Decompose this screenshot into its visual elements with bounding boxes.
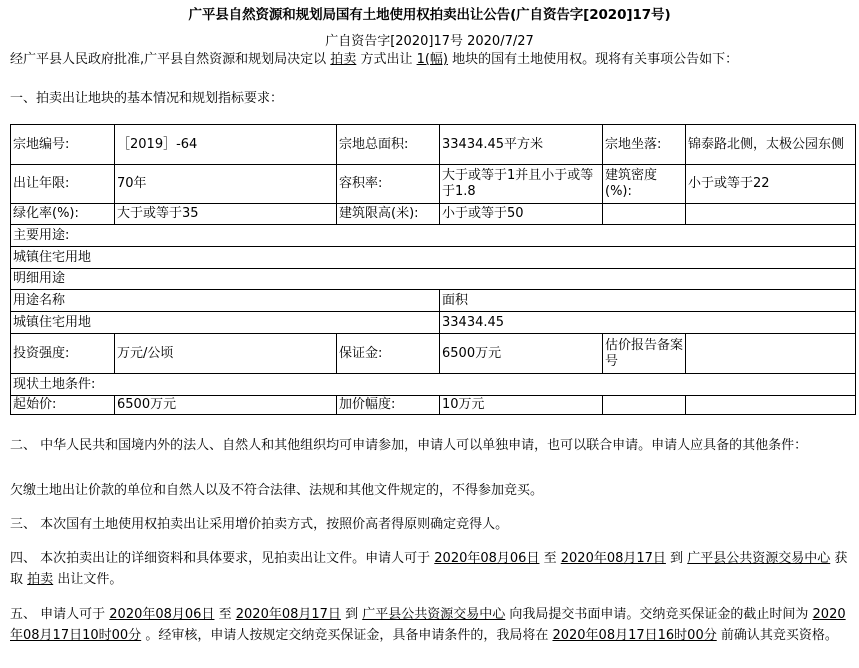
use-name-label: 用途名称 (11, 290, 440, 312)
section-4-part: 出让文件。 (57, 572, 123, 587)
table-row (11, 374, 856, 396)
parcel-no-label: 宗地编号: (11, 125, 115, 165)
invest-label: 投资强度: (11, 334, 115, 374)
section-4-place-link[interactable]: 广平县公共资源交易中心 (687, 551, 831, 566)
height-limit: 小于或等于50 (440, 204, 603, 225)
density: 小于或等于22 (686, 165, 856, 204)
section-5-place-link[interactable]: 广平县公共资源交易中心 (362, 607, 506, 622)
section-4-part: 四、 本次拍卖出让的详细资料和具体要求，见拍卖出让文件。申请人可于 (10, 551, 431, 566)
section-4-part: 到 (670, 551, 684, 566)
table-row (11, 334, 856, 374)
table-row (11, 269, 856, 290)
location: 锦泰路北侧，太极公园东侧 (686, 125, 856, 165)
status-label: 现状土地条件: (11, 374, 856, 396)
intro-paragraph (10, 51, 855, 68)
intro-text-3: 地块的国有土地使用权。现将有关事项公告如下： (452, 52, 739, 67)
far-label: 容积率: (337, 165, 440, 204)
qualification-confirm-time[interactable]: 2020年08月17日16时00分 (552, 628, 717, 643)
parcel-info-table (10, 124, 856, 415)
section-5-part: 。经审核，申请人按规定交纳竞买保证金，具备申请条件的，我局将在 (145, 628, 549, 643)
deposit: 6500万元 (440, 334, 603, 374)
intro-text-2: 方式出让 (360, 52, 413, 67)
far: 大于或等于1并且小于或等于1.8 (440, 165, 603, 204)
section-4-text (10, 548, 855, 590)
table-row (11, 204, 856, 225)
increment: 10万元 (440, 396, 603, 415)
detail-use-label: 明细用途 (11, 269, 856, 290)
appraisal-label: 估价报告备案号 (603, 334, 686, 374)
section-5-end-date[interactable]: 2020年08月17日 (235, 607, 341, 622)
table-row (11, 165, 856, 204)
section-1-heading: 一、拍卖出让地块的基本情况和规划指标要求： (10, 91, 284, 106)
parcel-count[interactable]: 1(幅) (416, 52, 449, 67)
section-4-mode-link[interactable]: 拍卖 (27, 572, 54, 587)
density-label: 建筑密度(%): (603, 165, 686, 204)
invest: 万元/公顷 (115, 334, 337, 374)
section-4-end-date[interactable]: 2020年08月17日 (560, 551, 666, 566)
main-use-label: 主要用途: (11, 225, 856, 247)
section-5-part: 至 (218, 607, 232, 622)
announcement-number: 广自资告字[2020]17号 2020/7/27 (325, 34, 534, 49)
intro-text-1: 经广平县人民政府批准,广平县自然资源和规划局决定以 (10, 52, 327, 67)
section-5-part: 向我局提交书面申请。交纳竞买保证金的截止时间为 (509, 607, 809, 622)
green: 大于或等于35 (115, 204, 337, 225)
page-title: 广平县自然资源和规划局国有土地使用权拍卖出让公告(广自资告字[2020]17号) (188, 7, 671, 23)
table-row (11, 312, 856, 334)
section-2-extra: 欠缴土地出让价款的单位和自然人以及不符合法律、法规和其他文件规定的，不得参加竞买。 (10, 483, 544, 498)
area-label: 面积 (440, 290, 856, 312)
section-4-part: 获取 (10, 551, 848, 587)
section-4-start-date[interactable]: 2020年08月06日 (434, 551, 540, 566)
section-5-text (10, 604, 855, 646)
table-row (11, 125, 856, 165)
total-area: 33434.45平方米 (440, 125, 603, 165)
term-label: 出让年限: (11, 165, 115, 204)
section-2-text: 二、 中华人民共和国境内外的法人、自然人和其他组织均可申请参加，申请人可以单独申请，也可以联合申请。申请人应具备的其他条件： (10, 438, 808, 453)
start-price: 6500万元 (115, 396, 337, 415)
use-area: 33434.45 (440, 312, 856, 334)
section-4-part: 至 (543, 551, 557, 566)
use-name: 城镇住宅用地 (11, 312, 440, 334)
total-area-label: 宗地总面积: (337, 125, 440, 165)
height-label: 建筑限高(米): (337, 204, 440, 225)
green-label: 绿化率(%): (11, 204, 115, 225)
parcel-no: ［2019］-64 (115, 125, 337, 165)
deposit-deadline[interactable]: 2020年08月17日10时00分 (10, 607, 846, 643)
table-row (11, 225, 856, 247)
increment-label: 加价幅度: (337, 396, 440, 415)
section-5-start-date[interactable]: 2020年08月06日 (109, 607, 215, 622)
section-5-part: 五、 申请人可于 (10, 607, 106, 622)
deposit-label: 保证金: (337, 334, 440, 374)
appraisal-no (686, 334, 856, 374)
transfer-mode-link[interactable]: 拍卖 (330, 52, 357, 67)
table-row (11, 247, 856, 269)
table-row (11, 396, 856, 415)
location-label: 宗地坐落: (603, 125, 686, 165)
section-5-part: 前确认其竞买资格。 (720, 628, 838, 643)
table-row (11, 290, 856, 312)
section-3-text: 三、 本次国有土地使用权拍卖出让采用增价拍卖方式，按照价高者得原则确定竞得人。 (10, 517, 509, 532)
main-use: 城镇住宅用地 (11, 247, 856, 269)
section-5-part: 到 (345, 607, 359, 622)
start-price-label: 起始价: (11, 396, 115, 415)
term: 70年 (115, 165, 337, 204)
